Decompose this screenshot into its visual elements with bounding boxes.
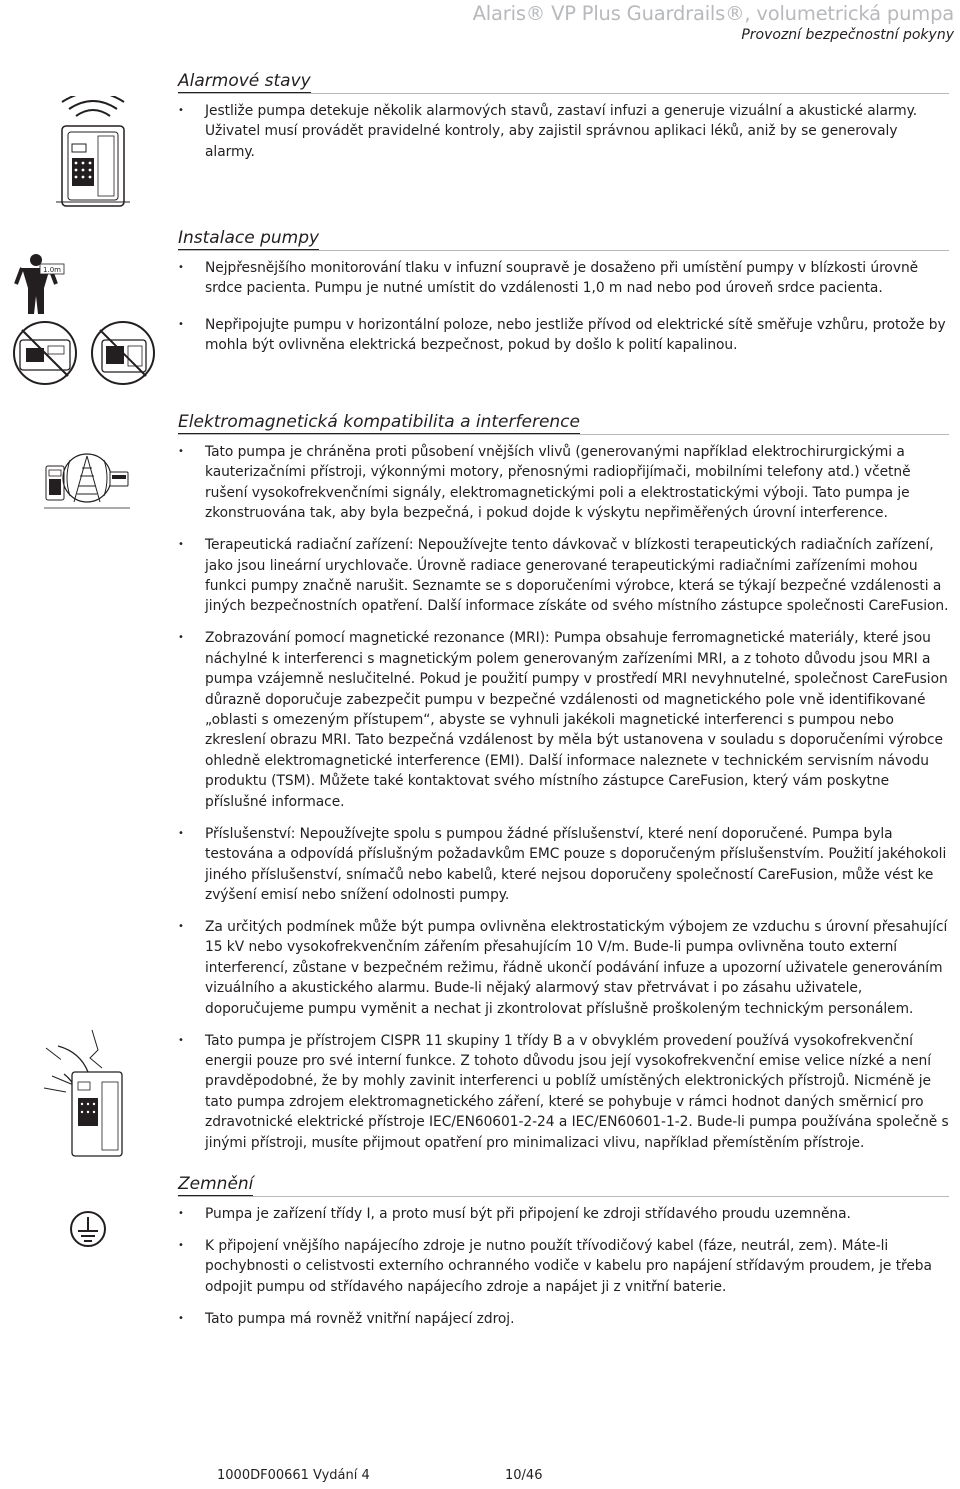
pump-alarm-icon xyxy=(48,96,138,210)
list-item: • Pumpa je zařízení třídy I, a proto musí být při připojení ke zdroji střídavého proudu uzemněna. xyxy=(178,1204,950,1224)
prohibited-horizontal-pump-icon xyxy=(10,318,80,388)
list-item: • Terapeutická radiační zařízení: Nepoužívejte tento dávkovač v blízkosti terapeutických radiačních zařízení, jako jsou lineární urychlovače. Úrovně radiace generované terapeutickými radiačními zařízeními mohou funkci pumpy značně narušit. Seznamte se s doporučeními výrobce, která se týkají bezpečné vzdálenosti a jiných bezpečnostních opatření. Další informace získáte od svého místního zástupce společnosti CareFusion. xyxy=(178,535,950,617)
list-item: • Tato pumpa je přístrojem CISPR 11 skupiny 1 třídy B a v obvyklém provedení používá vysokofrekvenční energii pouze pro své interní funkce. Z tohoto důvodu jsou její vysokofrekvenční emise velice nízké a není pravděpodobné, že by mohly zavinit interferenci u poblíž umístěných elektronických přístrojů. Nicméně je tato pumpa zdrojem elektromagnetického záření, které se pohybuje v rámci hodnot daných směrnicí pro zdravotnické elektrické přístroje IEC/EN60601-2-24 a IEC/EN60601-1-2. Bude-li pumpa používána společně s jinými přístroji, musíte přijmout opatření pro minimalizaci vlivu, například přemístěním přístroje. xyxy=(178,1031,950,1153)
list-item: • K připojení vnějšího napájecího zdroje je nutno použít třívodičový kabel (fáze, neutrál, zem). Máte-li pochybnosti o celistvosti externího ochranného vodiče v kabelu pro napájení střídavým proudem, je třeba odpojit pumpu od střídavého napájecího zdroje a napájet ji z vnitřní baterie. xyxy=(178,1236,950,1297)
list-item: • Příslušenství: Nepoužívejte spolu s pumpou žádné příslušenství, které není doporučené. Pumpa byla testována a odpovídá příslušným požadavkům EMC pouze s doporučeným příslušenstvím. Použití jakéhokoli jiného příslušenství, snímačů nebo kabelů, které nejsou doporučeny společností CareFusion, může vést ke zvýšení emisí nebo snížení odolnosti pumpy. xyxy=(178,824,950,906)
list-item: • Nejpřesnějšího monitorování tlaku v infuzní soupravě je dosaženo při umístění pumpy v blízkosti úrovně srdce pacienta. Pumpu je nutné umístit do vzdálenosti 1,0 m nad nebo pod úroveň srdce pacienta. xyxy=(178,258,950,299)
section-title-installation: Instalace pumpy xyxy=(178,228,949,251)
list-item: • Za určitých podmínek může být pumpa ovlivněna elektrostatickým výbojem ze vzduchu s úrovní přesahující 15 kV nebo vysokofrekvenčním zářením přesahujícím 10 V/m. Bude-li pumpa ovlivněna touto externí interferencí, zůstane v bezpečném režimu, řádně ukončí podávání infuze a upozorní uživatele generováním vizuálního a akustického alarmu. Bude-li nějaký alarmový stav přetrvávat i po zásahu uživatele, doporučujeme pumpu vyměnit a nechat ji zkontrolovat příslušně proškoleným technickým personálem. xyxy=(178,917,950,1019)
document-title: Alaris® VP Plus Guardrails®, volumetrická pumpa xyxy=(472,2,954,25)
list-item: • Jestliže pumpa detekuje několik alarmových stavů, zastaví infuzi a generuje vizuální a akustické alarmy. Uživatel musí provádět pravidelné kontroly, aby zajistil správnou aplikaci léků, aniž by se generovaly alarmy. xyxy=(178,101,950,162)
section-title-alarms: Alarmové stavy xyxy=(178,71,949,94)
emc-list xyxy=(178,442,950,1165)
emc-interference-icon xyxy=(44,446,130,510)
page-number: 10/46 xyxy=(505,1468,543,1483)
installation-list xyxy=(178,258,950,367)
protective-earth-icon xyxy=(68,1209,108,1249)
section-title-grounding: Zemnění xyxy=(178,1174,949,1197)
document-id: 1000DF00661 Vydání 4 xyxy=(217,1468,370,1483)
list-item: • Tato pumpa má rovněž vnitřní napájecí zdroj. xyxy=(178,1309,950,1329)
distance-label: 1.0m xyxy=(43,266,61,274)
section-title-emc: Elektromagnetická kompatibilita a interference xyxy=(178,412,949,435)
alarms-list xyxy=(178,101,950,174)
list-item: • Nepřipojujte pumpu v horizontální poloze, nebo jestliže přívod od elektrické sítě směřuje vzhůru, protože by mohla být ovlivněna elektrická bezpečnost, pokud by došlo k polití kapalinou. xyxy=(178,315,950,356)
list-item: • Zobrazování pomocí magnetické rezonance (MRI): Pumpa obsahuje ferromagnetické materiály, které jsou náchylné k interferenci s magnetickým polem generovaným zařízeními MRI, a z tohoto důvodu jsou MRI a pumpa vzájemně neslučitelné. Pokud je použití pumpy v prostředí MRI nevyhnutelné, společnost CareFusion důrazně doporučuje zabezpečit pumpu v bezpečné vzdálenosti od magnetického pole vně identifikované „oblasti s omezeným přístupem“, abyste se vyhnuli jakékoli magnetické interferenci s pumpou nebo zkreslení obrazu MRI. Tato bezpečná vzdálenost by měla být ustanovena v souladu s doporučeními výrobce ohledně elektromagnetické interference (EMI). Další informace naleznete v technickém servisním návodu produktu (TSM). Můžete také kontaktovat svého místního zástupce CareFusion, který vám poskytne příslušné informace. xyxy=(178,628,950,812)
document-subtitle: Provozní bezpečnostní pokyny xyxy=(741,27,954,43)
patient-height-icon xyxy=(14,250,78,320)
list-item: • Tato pumpa je chráněna proti působení vnějších vlivů (generovanými například elektrochirurgickými a kauterizačními přístroji, výkonnými motory, přenosnými radiopřijímači, mobilními telefony atd.) včetně rušení vysokofrekvenčními signály, elektromagnetickými poli a elektrostatickými výboji. Tato pumpa je zkonstruována tak, aby byla bezpečná, i pokud dojde k výskytu nepřiměřených úrovní interference. xyxy=(178,442,950,524)
prohibited-cable-up-pump-icon xyxy=(88,318,158,388)
electrostatic-discharge-icon xyxy=(42,1028,126,1162)
grounding-list xyxy=(178,1204,950,1341)
